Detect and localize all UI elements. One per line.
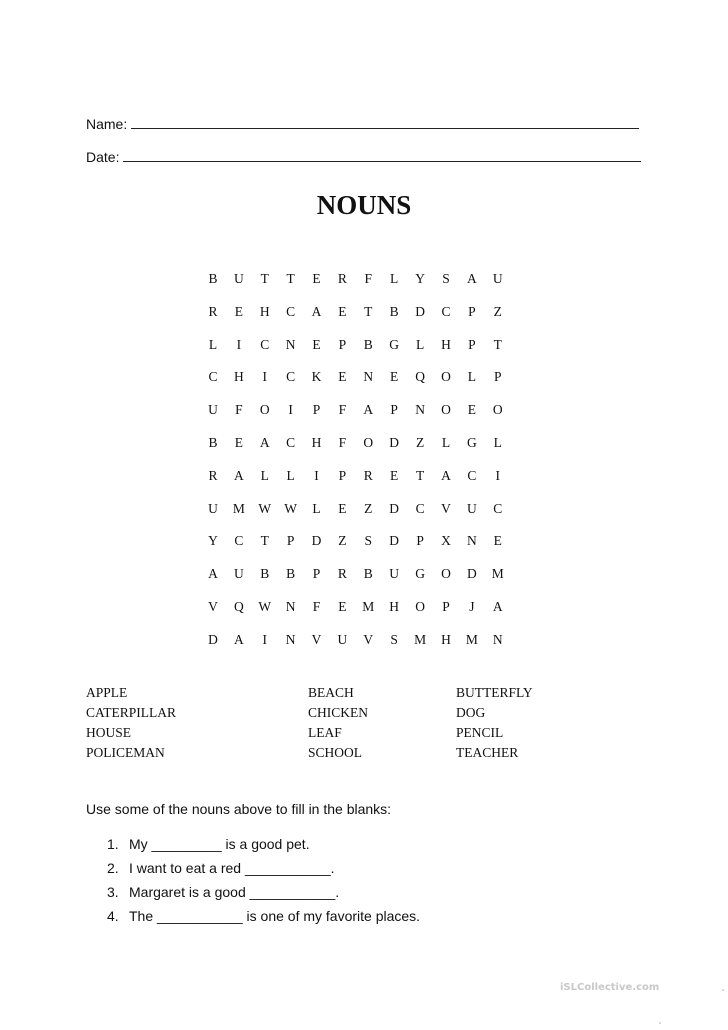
word-list-item: CATERPILLAR xyxy=(86,705,177,720)
word-list-item: TEACHER xyxy=(456,745,519,760)
grid-letter: U xyxy=(492,271,503,286)
grid-letter: N xyxy=(466,533,477,549)
grid-letter: W xyxy=(258,598,272,614)
grid-row xyxy=(200,533,511,566)
grid-letter: U xyxy=(208,500,218,516)
grid-letter: I xyxy=(262,369,267,385)
grid-letter: E xyxy=(467,402,476,418)
grid-letter: J xyxy=(469,598,475,614)
grid-letter: V xyxy=(363,631,374,647)
grid-letter: T xyxy=(260,533,269,549)
grid-letter: V xyxy=(208,598,218,614)
grid-letter: O xyxy=(415,598,425,614)
grid-letter: F xyxy=(235,402,243,418)
grid-letter: R xyxy=(337,566,347,582)
grid-letter: Z xyxy=(338,533,347,549)
grid-letter: C xyxy=(234,533,244,549)
grid-letter: H xyxy=(233,369,244,385)
grid-letter: Y xyxy=(415,271,425,286)
word-list xyxy=(86,685,533,765)
word-list-item: SCHOOL xyxy=(308,745,363,760)
grid-letter: A xyxy=(208,566,218,582)
grid-letter: M xyxy=(362,598,375,614)
grid-letter: F xyxy=(364,271,373,286)
word-list-item: CHICKEN xyxy=(308,705,368,720)
page-title: NOUNS xyxy=(316,190,412,220)
grid-row xyxy=(200,599,511,632)
grid-letter: L xyxy=(415,336,425,352)
speck xyxy=(659,1022,661,1024)
grid-letter: L xyxy=(441,434,451,450)
grid-letter: T xyxy=(415,467,425,483)
grid-letter: I xyxy=(288,402,293,418)
grid-letter: C xyxy=(286,369,296,385)
grid-letter: Z xyxy=(493,303,502,319)
grid-letter: L xyxy=(260,467,269,483)
grid-letter: T xyxy=(260,271,269,286)
word-list-item: HOUSE xyxy=(86,725,132,740)
grid-letter: U xyxy=(233,566,244,582)
grid-row xyxy=(200,337,511,370)
grid-letter: R xyxy=(337,271,347,286)
grid-letter: P xyxy=(442,598,450,614)
grid-letter: D xyxy=(415,303,425,319)
grid-letter: C xyxy=(286,434,296,450)
grid-letter: E xyxy=(493,533,502,549)
grid-letter: H xyxy=(441,336,451,352)
grid-letter: C xyxy=(286,303,296,319)
grid-letter: W xyxy=(284,500,297,516)
grid-letter: M xyxy=(465,631,478,647)
grid-letter: C xyxy=(441,303,451,319)
grid-letter: U xyxy=(208,402,218,418)
grid-letter: C xyxy=(493,500,503,516)
grid-letter: N xyxy=(285,598,296,614)
grid-letter: X xyxy=(441,533,451,549)
grid-letter: Z xyxy=(364,500,373,516)
grid-letter: N xyxy=(492,631,503,647)
grid-letter: A xyxy=(233,467,244,483)
grid-letter: O xyxy=(441,402,451,418)
grid-row xyxy=(200,501,511,534)
grid-letter: V xyxy=(441,500,451,516)
grid-letter: F xyxy=(338,434,347,450)
grid-letter: F xyxy=(312,598,321,614)
grid-letter: U xyxy=(233,271,244,286)
grid-letter: C xyxy=(260,336,270,352)
grid-letter: I xyxy=(314,467,319,483)
grid-letter: M xyxy=(232,500,245,516)
grid-letter: Z xyxy=(415,434,425,450)
grid-letter: L xyxy=(467,369,476,385)
grid-letter: D xyxy=(389,533,400,549)
grid-letter: N xyxy=(415,402,425,418)
sentence-number: 1. xyxy=(107,836,119,852)
grid-letter: R xyxy=(208,303,218,319)
grid-letter: E xyxy=(338,598,347,614)
grid-letter: H xyxy=(389,598,400,614)
grid-letter: L xyxy=(493,434,502,450)
speck xyxy=(722,989,724,991)
grid-letter: B xyxy=(208,434,218,450)
grid-letter: K xyxy=(311,369,322,385)
grid-letter: L xyxy=(390,271,399,286)
grid-letter: H xyxy=(259,303,270,319)
grid-letter: S xyxy=(390,631,398,647)
sentence-item xyxy=(107,836,420,860)
grid-letter: B xyxy=(363,336,373,352)
grid-letter: Q xyxy=(415,369,425,385)
grid-letter: C xyxy=(415,500,425,516)
grid-letter: P xyxy=(338,467,347,483)
grid-letter: H xyxy=(441,631,451,647)
name-field[interactable] xyxy=(86,116,639,132)
grid-letter: T xyxy=(493,336,502,352)
grid-letter: U xyxy=(337,631,348,647)
grid-letter: B xyxy=(286,566,296,582)
grid-letter: E xyxy=(234,434,243,450)
grid-row xyxy=(200,402,511,435)
word-list-item: LEAF xyxy=(308,725,342,740)
grid-letter: L xyxy=(208,336,218,352)
grid-letter: Y xyxy=(208,533,218,549)
grid-letter: E xyxy=(338,500,347,516)
grid-letter: S xyxy=(364,533,373,549)
grid-letter: P xyxy=(493,369,502,385)
grid-row xyxy=(200,435,511,468)
grid-letter: N xyxy=(363,369,374,385)
grid-letter: W xyxy=(258,500,272,516)
grid-letter: D xyxy=(466,566,477,582)
grid-row xyxy=(200,369,511,402)
grid-letter: P xyxy=(312,402,321,418)
sentence-text: The ___________ is one of my favorite places. xyxy=(129,908,421,924)
sentence-item xyxy=(107,860,420,884)
word-search-grid xyxy=(200,271,511,665)
date-field[interactable] xyxy=(86,149,641,165)
grid-letter: A xyxy=(311,303,322,319)
grid-letter: A xyxy=(441,467,451,483)
sentence-item xyxy=(107,884,420,908)
grid-letter: B xyxy=(260,566,270,582)
grid-letter: V xyxy=(311,631,322,647)
grid-letter: M xyxy=(414,631,427,647)
sentence-item xyxy=(107,908,420,932)
grid-row xyxy=(200,468,511,501)
word-list-item: POLICEMAN xyxy=(86,745,165,760)
grid-letter: S xyxy=(442,271,450,286)
grid-letter: E xyxy=(390,369,399,385)
sentence-text: My _________ is a good pet. xyxy=(129,836,310,852)
grid-letter: P xyxy=(468,336,476,352)
grid-letter: I xyxy=(236,336,242,352)
sentence-list xyxy=(107,836,420,932)
grid-letter: T xyxy=(364,303,373,319)
grid-letter: O xyxy=(492,402,503,418)
instructions: Use some of the nouns above to fill in the blanks: xyxy=(86,801,392,817)
grid-letter: B xyxy=(389,303,399,319)
grid-letter: P xyxy=(338,336,347,352)
grid-letter: F xyxy=(338,402,347,418)
grid-letter: I xyxy=(262,631,267,647)
sentence-number: 3. xyxy=(107,884,119,900)
grid-letter: A xyxy=(259,434,270,450)
grid-letter: G xyxy=(389,336,400,352)
grid-row xyxy=(200,271,511,304)
date-label: Date: xyxy=(86,149,120,165)
grid-letter: B xyxy=(363,566,373,582)
grid-letter: H xyxy=(311,434,322,450)
grid-letter: O xyxy=(363,434,374,450)
grid-letter: P xyxy=(286,533,295,549)
grid-letter: E xyxy=(338,303,347,319)
grid-row xyxy=(200,632,511,665)
grid-letter: D xyxy=(389,434,400,450)
grid-letter: R xyxy=(363,467,373,483)
grid-letter: O xyxy=(441,369,451,385)
word-list-row xyxy=(86,725,533,745)
word-list-item: DOG xyxy=(456,705,486,720)
grid-letter: P xyxy=(416,533,424,549)
grid-letter: B xyxy=(208,271,218,286)
word-list-row xyxy=(86,745,533,765)
grid-letter: P xyxy=(468,303,476,319)
grid-letter: A xyxy=(466,271,477,286)
word-list-item: PENCIL xyxy=(456,725,504,740)
grid-letter: D xyxy=(311,533,322,549)
grid-letter: C xyxy=(208,369,218,385)
grid-letter: G xyxy=(466,434,477,450)
watermark: iSLCollective.com xyxy=(560,982,660,993)
grid-letter: N xyxy=(285,631,296,647)
grid-letter: A xyxy=(363,402,374,418)
grid-letter: O xyxy=(259,402,270,418)
grid-letter: N xyxy=(285,336,296,352)
grid-letter: P xyxy=(312,566,321,582)
grid-letter: Q xyxy=(233,598,244,614)
name-line[interactable] xyxy=(131,127,639,129)
sentence-number: 2. xyxy=(107,860,119,876)
grid-letter: U xyxy=(466,500,477,516)
grid-letter: E xyxy=(338,369,347,385)
word-list-item: BUTTERFLY xyxy=(456,685,533,700)
word-list-item: APPLE xyxy=(86,685,128,700)
grid-letter: O xyxy=(441,566,451,582)
sentence-text: I want to eat a red ___________. xyxy=(129,860,335,876)
sentence-text: Margaret is a good ___________. xyxy=(129,884,340,900)
grid-row xyxy=(200,304,511,337)
grid-letter: R xyxy=(208,467,218,483)
grid-letter: T xyxy=(286,271,295,286)
grid-letter: E xyxy=(234,303,243,319)
name-label: Name: xyxy=(86,116,128,132)
grid-row xyxy=(200,566,511,599)
word-list-row xyxy=(86,685,533,705)
grid-letter: M xyxy=(491,566,504,582)
grid-letter: D xyxy=(389,500,400,516)
date-line[interactable] xyxy=(123,160,641,162)
grid-letter: E xyxy=(390,467,399,483)
grid-letter: U xyxy=(389,566,400,582)
grid-letter: A xyxy=(492,598,503,614)
grid-letter: A xyxy=(233,631,244,647)
grid-letter: E xyxy=(312,336,321,352)
grid-letter: I xyxy=(495,467,500,483)
sentence-number: 4. xyxy=(107,908,119,924)
word-list-item: BEACH xyxy=(308,685,354,700)
grid-letter: L xyxy=(286,467,295,483)
grid-letter: C xyxy=(467,467,477,483)
grid-letter: G xyxy=(415,566,425,582)
word-list-row xyxy=(86,705,533,725)
grid-letter: P xyxy=(390,402,398,418)
grid-letter: D xyxy=(208,631,218,647)
grid-letter: E xyxy=(312,271,321,286)
grid-letter: L xyxy=(312,500,321,516)
